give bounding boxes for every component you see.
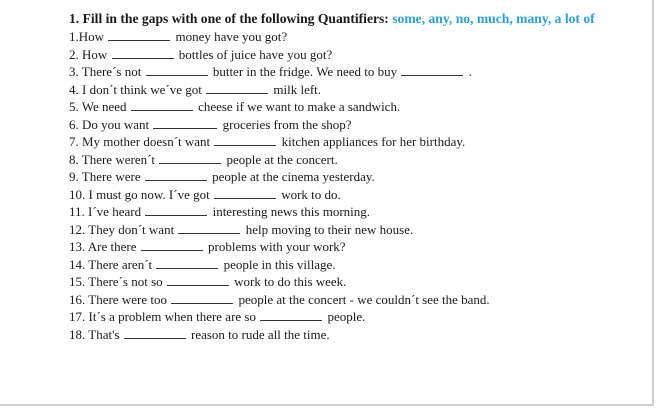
answer-blank[interactable]: [156, 257, 218, 269]
question-text: cheese if we want to make a sandwich.: [198, 99, 401, 114]
answer-blank[interactable]: [124, 327, 186, 339]
question-text: 2. How: [69, 46, 108, 62]
question-16: [69, 291, 654, 309]
question-text: 15. There´s not so: [69, 274, 163, 289]
question-7: [69, 133, 654, 151]
question-text: 11. I´ve heard: [69, 204, 142, 219]
answer-blank[interactable]: [153, 117, 217, 129]
answer-blank[interactable]: [145, 169, 207, 181]
answer-blank[interactable]: [178, 222, 240, 234]
question-5: [69, 98, 654, 116]
question-text: groceries from the shop?: [222, 116, 352, 132]
question-2: [69, 46, 654, 64]
question-3: [69, 63, 654, 81]
answer-blank[interactable]: [131, 99, 193, 111]
question-text: people at the concert.: [226, 151, 338, 167]
question-text: people at the cinema yesterday.: [212, 169, 375, 184]
question-text: work to do this week.: [234, 274, 347, 289]
question-text: bottles of juice have you got?: [178, 46, 333, 62]
question-1: [69, 28, 654, 46]
answer-blank[interactable]: [206, 82, 268, 94]
question-14: [69, 256, 654, 274]
question-8: [69, 151, 654, 169]
question-11: [69, 203, 654, 221]
question-12: [69, 221, 654, 239]
answer-blank[interactable]: [260, 309, 322, 321]
question-13: [69, 238, 654, 256]
answer-blank[interactable]: [145, 204, 207, 216]
question-text: milk left.: [273, 81, 322, 97]
question-text: people in this village.: [223, 256, 336, 272]
question-text: money have you got?: [175, 29, 288, 44]
question-text: 17. It´s a problem when there are so: [69, 309, 256, 324]
question-text: 10. I must go now. I´ve got: [69, 186, 210, 202]
answer-blank[interactable]: [171, 292, 233, 304]
exercise-instruction: 1. Fill in the gaps with one of the following Quantifiers:: [69, 11, 389, 26]
question-text: people.: [327, 309, 366, 324]
question-text: help moving to their new house.: [245, 221, 414, 237]
question-text: 18. That's: [69, 326, 120, 342]
question-4: [69, 81, 654, 99]
question-text: 5. We need: [69, 99, 127, 114]
question-text: people at the concert - we couldn´t see the band.: [238, 291, 490, 307]
question-text: 13. Are there: [69, 239, 137, 254]
question-text: butter in the fridge. We need to buy: [212, 64, 398, 79]
question-text: 8. There weren´t: [69, 151, 156, 167]
question-text: reason to rude all the time.: [191, 326, 330, 342]
answer-blank[interactable]: [159, 152, 221, 164]
answer-blank[interactable]: [141, 239, 203, 251]
question-15: [69, 273, 654, 291]
question-6: [69, 116, 654, 134]
question-9: [69, 168, 654, 186]
exercise-heading: [69, 10, 654, 28]
question-18: [69, 326, 654, 344]
question-text: .: [468, 64, 472, 79]
question-text: 3. There´s not: [69, 64, 142, 79]
question-text: 1.How: [69, 29, 105, 44]
question-10: [69, 186, 654, 204]
question-text: 14. There aren´t: [69, 256, 153, 272]
question-text: 9. There were: [69, 169, 141, 184]
question-text: problems with your work?: [208, 239, 346, 254]
answer-blank[interactable]: [401, 64, 463, 76]
question-text: interesting news this morning.: [212, 204, 371, 219]
question-text: work to do.: [281, 186, 341, 202]
question-text: 7. My mother doesn´t want: [69, 134, 211, 149]
question-list: [69, 28, 654, 343]
answer-blank[interactable]: [214, 134, 276, 146]
answer-blank[interactable]: [112, 47, 174, 59]
question-text: 16. There were too: [69, 291, 167, 307]
question-text: 12. They don´t want: [69, 221, 175, 237]
worksheet: [69, 10, 654, 343]
question-text: kitchen appliances for her birthday.: [281, 134, 466, 149]
answer-blank[interactable]: [146, 64, 208, 76]
answer-blank[interactable]: [167, 274, 229, 286]
question-text: 4. I don´t think we´ve got: [69, 81, 202, 97]
question-17: [69, 308, 654, 326]
quantifier-options: some, any, no, much, many, a lot of: [392, 11, 595, 26]
answer-blank[interactable]: [214, 187, 276, 199]
question-text: 6. Do you want: [69, 116, 150, 132]
answer-blank[interactable]: [108, 29, 170, 41]
